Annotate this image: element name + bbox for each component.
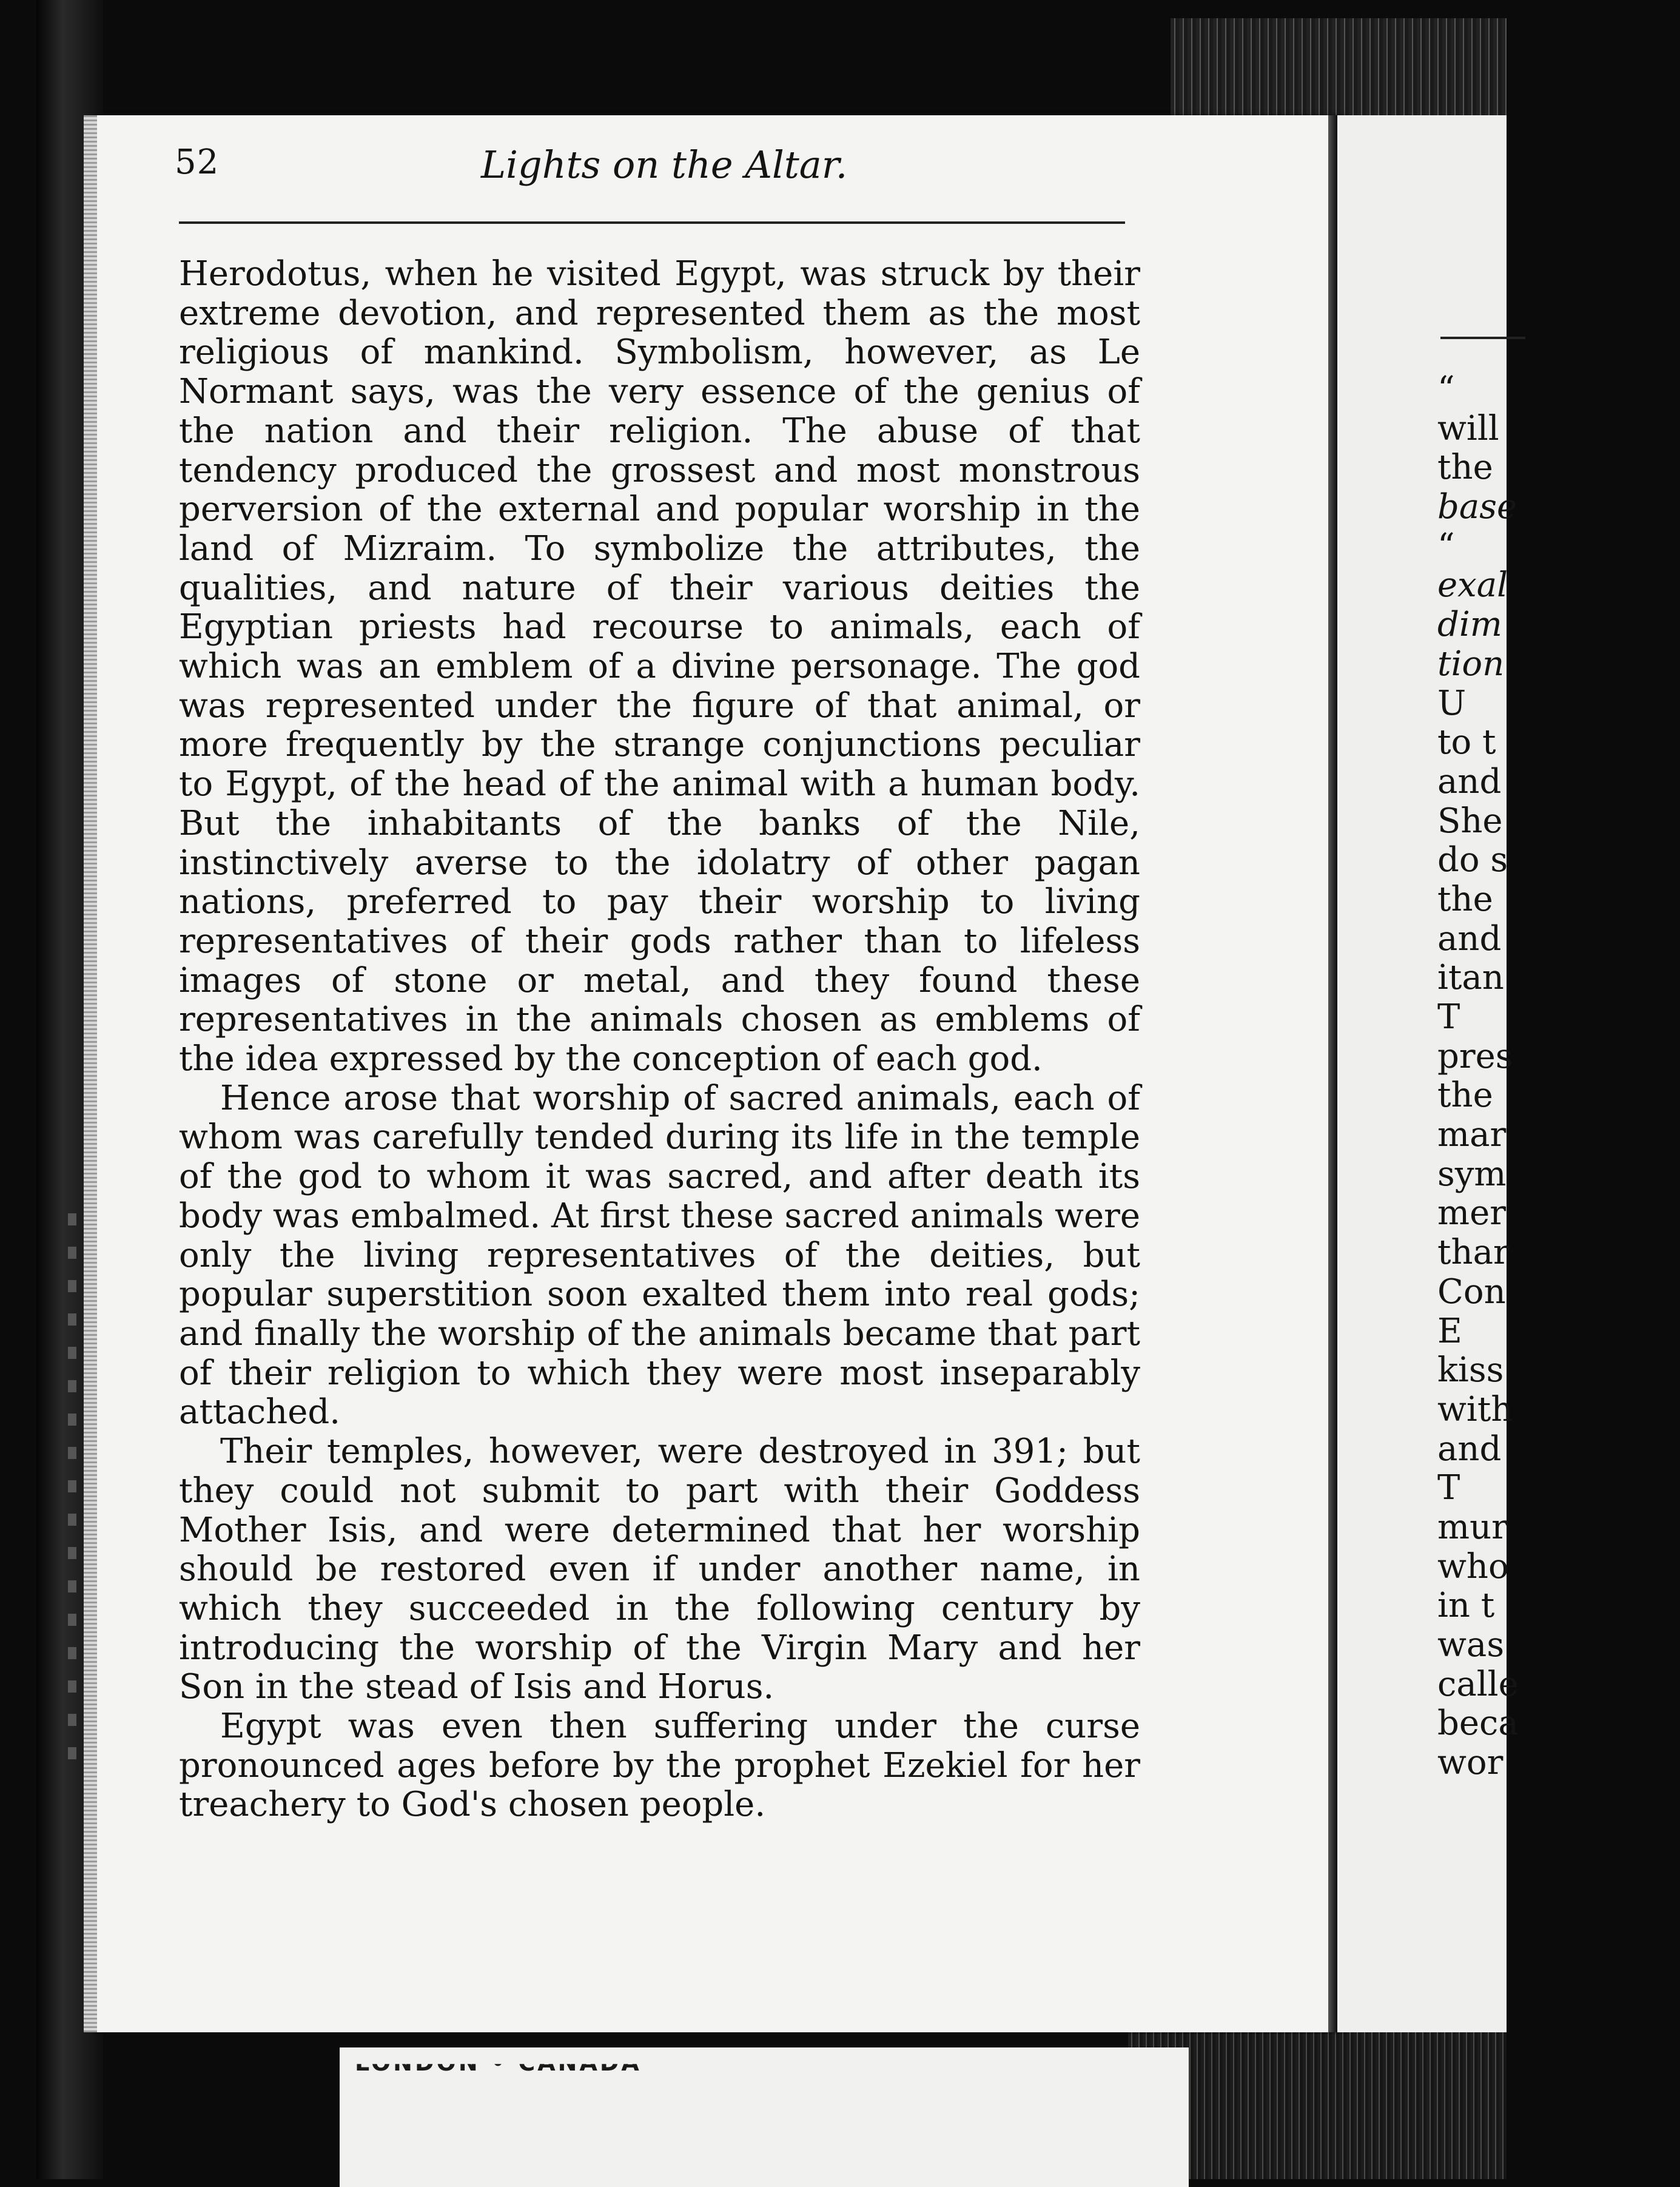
facing-line: to t bbox=[1437, 723, 1496, 763]
page-edge bbox=[84, 115, 97, 2032]
facing-line: “ bbox=[1437, 369, 1455, 409]
paragraph: Egypt was even then suffering under the curse pronounced ages before by the prophet Ezekiel for her treachery to God's chosen people. bbox=[179, 1707, 1140, 1825]
facing-line: mur bbox=[1437, 1507, 1508, 1547]
facing-line: the bbox=[1437, 879, 1493, 919]
facing-line: was bbox=[1437, 1625, 1505, 1665]
facing-line: exal bbox=[1437, 565, 1508, 605]
facing-line: tion bbox=[1437, 644, 1505, 684]
body-text bbox=[179, 255, 1140, 1825]
page-header bbox=[175, 143, 1218, 209]
facing-line: will bbox=[1437, 408, 1499, 448]
facing-line: mer bbox=[1437, 1193, 1507, 1233]
facing-header-rule bbox=[1440, 337, 1525, 339]
facing-line: itan bbox=[1437, 958, 1504, 998]
facing-line: sym bbox=[1437, 1154, 1507, 1194]
facing-line: and bbox=[1437, 761, 1502, 801]
scan-background-top bbox=[1171, 18, 1507, 115]
facing-line: mar bbox=[1437, 1115, 1507, 1155]
paragraph: Herodotus, when he visited Egypt, was struck by their extreme devotion, and represented them as the most religious of mankind. Symbolism, however, as Le Normant says, was the very essence of the genius of the nation and their religion. The abuse of that tendency produced the grossest and most monstrous perversion of the external and popular worship in the land of Mizraim. To symbolize the attributes, the qualities, and nature of their various deities the Egyptian priests had recourse to animals, each of which was an emblem of a divine personage. The god was represented under the figure of that animal, or more frequently by the strange conjunctions peculiar to Egypt, of the head of the animal with a human body. But the inhabitants of the banks of the Nile, instinctively averse to the idolatry of other pagan nations, preferred to pay their worship to living representatives of their gods rather than to lifeless images of stone or metal, and they found these representatives in the animals chosen as emblems of the idea expressed by the conception of each god. bbox=[179, 254, 1140, 1079]
facing-page-text bbox=[1437, 370, 1680, 1783]
facing-line: the bbox=[1437, 1076, 1493, 1116]
running-title: Lights on the Altar. bbox=[481, 143, 848, 187]
facing-line: the bbox=[1437, 448, 1493, 488]
facing-line: base bbox=[1437, 487, 1517, 527]
facing-line: T bbox=[1437, 1468, 1460, 1508]
page-number: 52 bbox=[175, 143, 220, 182]
facing-line: thar bbox=[1437, 1233, 1510, 1273]
facing-line: calle bbox=[1437, 1664, 1519, 1704]
facing-line: wor bbox=[1437, 1743, 1504, 1783]
facing-line: “ bbox=[1437, 526, 1455, 566]
facing-line: do s bbox=[1437, 840, 1508, 880]
facing-line: in t bbox=[1437, 1586, 1495, 1626]
paragraph: Hence arose that worship of sacred animals, each of whom was carefully tended during its life in the temple of the god to whom it was sacred, and after death its body was embalmed. At first these sacred animals were only the living representatives of the deities, but popular superstition soon exalted them into real gods; and finally the worship of the animals became that part of their religion to which they were most inseparably attached. bbox=[179, 1078, 1140, 1432]
spine-lettering bbox=[68, 1213, 76, 1759]
facing-line: with bbox=[1437, 1389, 1513, 1429]
facing-line: E bbox=[1437, 1311, 1462, 1351]
facing-line: kiss bbox=[1437, 1350, 1504, 1390]
facing-line: Con bbox=[1437, 1272, 1506, 1312]
facing-line: who bbox=[1437, 1546, 1509, 1586]
facing-line: pres bbox=[1437, 1036, 1513, 1076]
facing-line: and bbox=[1437, 918, 1502, 959]
header-rule bbox=[179, 221, 1125, 224]
facing-line: beca bbox=[1437, 1703, 1519, 1744]
facing-line: and bbox=[1437, 1429, 1502, 1469]
facing-page bbox=[1337, 115, 1519, 2032]
facing-line: dim bbox=[1437, 605, 1502, 645]
facing-line: T bbox=[1437, 997, 1460, 1037]
paragraph: Their temples, however, were destroyed in 391; but they could not submit to part with their Goddess Mother Isis, and were determined that her worship should be restored even if under another name, in which they succeeded in the following century by introducing the worship of the Virgin Mary and her Son in the stead of Isis and Horus. bbox=[179, 1432, 1140, 1707]
facing-line: U bbox=[1437, 683, 1467, 723]
facing-line: She bbox=[1437, 801, 1503, 841]
